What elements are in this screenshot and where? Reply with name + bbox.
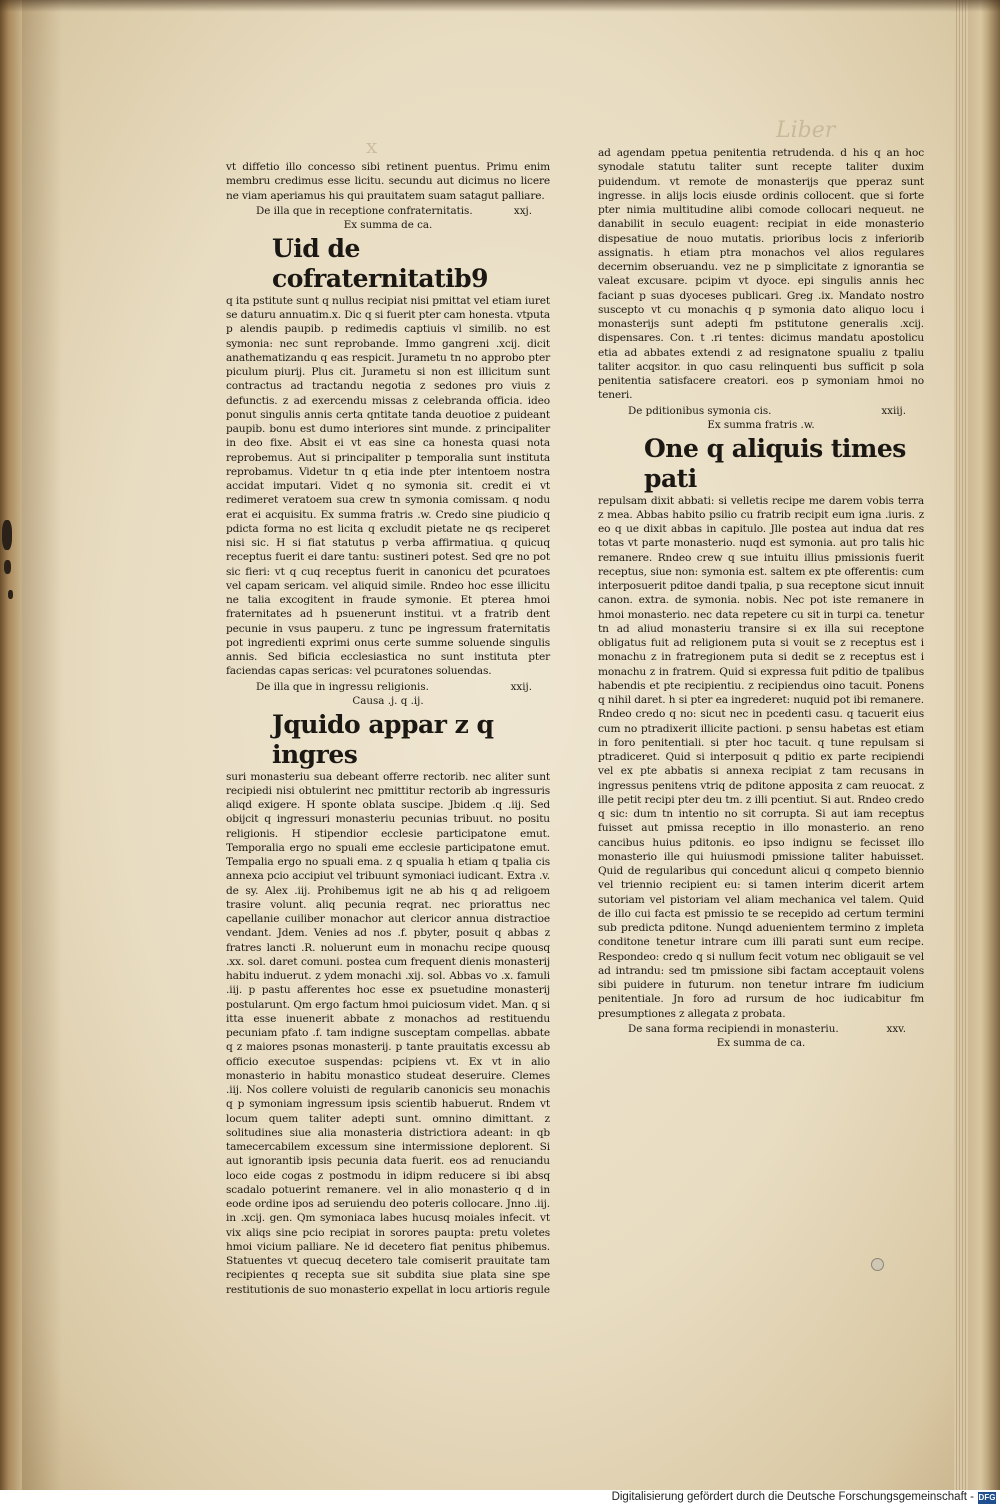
left-rubric-1-source: Ex summa de ca. — [343, 218, 433, 231]
right-section-title: One q aliquis times pati — [644, 433, 906, 493]
left-section-2-text: suri monasteriu sua debeant offerre rectorib. nec aliter sunt recipiedi nisi obtulerint nec pmittitur rectorib ab ingressuris aliqd exigere. H sponte oblata suscipe. Jbidem .q .iij. Sed obijcit q ingressuri monasteriu pecunias tribuut. no positu religionis. H stipendior ecclesie participatone emut. Temporalia ergo no spuali eme ecclesie participatone emut. Tempalia ergo no spuali ema. z q spualia h etiam q tpalia cis annexa pcio accipiut vel tribuunt symoniaci iudicant. Extra .v. de sy. Alex .iij. Prohibemus igit ne ab his q ad religoem trasire volunt. aliq pecunia reqrat. nec priorattus nec capellanie cuiliber monachor aut clericor annua distractioe vendant. Jdem. Venies ad nos .f. pbyter, posuit q abbas z fratres lancti .R. noluerunt eum in monachu recipe quousq .xx. sol. daret comuni. postea cum frequent dienis monasterij habitu induerut. z ydem monachi .xij. sol. Abbas vo .x. famuli .iij. p pastu afferentes hoc esse ex psuetudine monasterij postularunt. Qm ergo factum hmoi puiciosum videt. Man. q si itta esse inuenerit abbate z monachos ad restituendu pecuniam pfato .f. tam indigne susceptam compellas. abbate q z maiores psonas monasterij. p tante prauitatis excessu ab officio executoe suspendas: pcipiens vt. Ex vt in alio monasterio in habitu monastico studeat deseruire. Clemes .iij. Nos collere voluisti de regularib canonicis seu monachis q p symoniam ingressum ipsis scientib habuerut. Rndem vt locum quem taliter adepti sunt. omnino dimittant. z solitudines siue alia monasteria districtiora adeant: in qb tamecercabilem excessum sine intermissione deplorent. Si aut ignorantib ipsis pecunia data fuerit. eos ad renuciandu loco eide cogas z postmodu in idipm reducere si ibi absq scadalo potuerint remanere. vel in alio monasterio q d in eode ordine ipos ad seruiendu deo poteris collocare. Jnno .iij. in .xcij. gen. Qm symoniaca labes hucusq moiales infecit. vt vix aliqs sine pcio recipiat in sorores paupta: pretu voletes hmoi vicium palliare. Ne id decetero fiat penitus phibemus. Statuentes vt quecuq decetero tale comiserit prauitate tam recipientes q recepta sue sit subdita siue plata sine spe restitutionis de suo monasterio expellat in locu artioris regule — [226, 770, 550, 1296]
left-rubric-2 — [226, 680, 550, 694]
right-rubric-2-source: Ex summa de ca. — [716, 1036, 806, 1049]
top-shadow — [0, 0, 1000, 12]
left-section-1-title: Uid de cofraternitatib9 — [272, 233, 488, 293]
dfg-logo-icon: DFG — [978, 1493, 996, 1502]
right-section-text: repulsam dixit abbati: si velletis recipe me darem vobis terra z mea. Abbas habito psilio cu fratrib recipit eum igna .iuris. z eo q ue dixit abbas in capitulo. Jlle postea aut indua dat res totas vt parte monasterio. nuqd est symonia. aut pro talis hic remanere. Rndeo crew q sue intuitu illius pmissionis fuerit receptus, siue non: symonia est. saltem ex pte offerentis: cum interposuerit pditoe dandi tpalia, p sua receptone sicut innuit canon. extra. de symonia. nobis. Nec pot iste remanere in hmoi monasterio. nec data repetere cu sit in turpi ca. tenetur tn ad aliud monasteriu transire si ex illa sui receptone obligatus fuit ad religionem puta si vouit se z receptus est i monachu z in fratregionem puta si dedit se z receptus est i monachu z in fratrem. Quid si expressa fuit pditio de tpalibus habendis et pte recipientiu. z recipiendus oino tacuit. Ponens q nihil daret. h si pter ea ingrederet: nuquid pot ibi remanere. Rndeo credo q no: sicut nec in pcedenti casu. q tacuerit eius cum no ptradixerit illicite pactioni. p sensu habetas est etiam in foro penitentiali. si pter hoc tacuit. q tune repulsam si ptradiceret. Quid si interposuit q pditio ex parte recipiendi vel ex pte abbatis si annexa recipiat z tam recusans in ingressus penitens vtriq de pditone apposita z cam reuocat. z ille petit recipi pter deu tm. z illi pcentiut. Si aut. Rndeo credo q sic: dum tn intentio no sit corrupta. Si aut iam receptus fuisset aut pmissa receptio in illo monasterio. an reno cancibus huius pditonis. eo ipso indignu se fecisset illo monasterio ille qui huiusmodi pmissione taliter habuisset. Quid de regularibus qui concedunt alicui q competo biennio vel triennio recipient eu: si tamen interim dicerit artem sutoriam vel pistoriam vel aliam mechanica vel talem. Quid de illo cui facta est pmissio te se recepido ad certum termini sub predicta pditone. Nunqd aduenientem termino z impleta conditone tenetur intrare cum illi parati sunt eum recipe. Respondeo: credo q si nullum fecit votum nec obligauit se vel ad intrandu: sed tm pmissione sibi factam acceptauit volens sibi puidere in futurum. non tenetur intrare fm iudicium penitentiale. Jn foro ad rursum de hoc iudicabitur fm presumptiones z allegata z probata. — [598, 494, 924, 1020]
right-rubric-1 — [598, 404, 924, 418]
running-head: Liber — [776, 118, 836, 143]
left-rubric-1 — [226, 204, 550, 218]
left-rubric-1-number: xxj. — [513, 204, 532, 217]
page-mark: x — [366, 134, 378, 158]
binding-edge-left — [0, 0, 22, 1490]
left-section-2-title: Jquido appar z q ingres — [272, 709, 494, 769]
right-rubric-2-number: xxv. — [886, 1022, 906, 1035]
right-rubric-2-text: De sana forma recipiendi in monasteriu. — [628, 1022, 839, 1035]
left-rubric-2-text: De illa que in ingressu religionis. — [256, 680, 429, 693]
right-section — [598, 434, 924, 1021]
left-rubric-2-source: Causa .j. q .ij. — [352, 694, 424, 707]
left-section-1 — [226, 234, 550, 679]
right-opening-text: ad agendam ppetua penitentia retrudenda. d his q an hoc synodale statutu taliter sunt recepte taliter duxim puidendum. vt remote de monasterijs que pperaz sunt ingresse. in alijs locis eiusde ordinis collocent. que si forte pter nimia multitudine alibi comode collocari nequeut. ne danabilit in seculo euagent: recipiat in eide monasterio dispesatiue de nouo mutatis. prioribus locis z inferiorib assignatis. h etiam ptra monachos vel alios regulares decernim obseruandu. vez ne p simplicitate z ignorantia se valeat excusare. pcipim vt dyoce. epi singulis annis hec faciant p suas dyoceses publicari. Greg .ix. Mandato nostro suscepto vt cu monachis q p symonia dato aliquo locu i monasterijs sunt adepti fm pstitutone generalis .xcij. dispensares. Con. t .ri tentes: dicimus mandatu apostolicu etia ad abbates extendi z ad resignatone spualiu z tpaliu taliter acqsitor. in quo casu relinquenti bus sufficit p sola penitentia satisfacere creatori. eos p symoniam hmoi no teneri. — [598, 147, 924, 402]
left-rubric-1-text: De illa que in receptione confraternitatis. — [256, 204, 473, 217]
left-rubric-2-number: xxij. — [510, 680, 532, 693]
stamp-roundel — [871, 1258, 884, 1271]
left-section-1-text: q ita pstitute sunt q nullus recipiat nisi pmittat vel etiam iuret se daturu annuatim.x. Dic q si fuerit pter cam honesta. vtputa p alendis paupib. p redimedis captiuis vl similib. no est symonia: nec sunt reprobande. Immo gangreni .xcij. dicit anathematizandu q eas respicit. Jurametu tn no approbo pter piculum piurij. Plus cit. Jurametu si non est illicitum sunt contractus ad tractandu negotia z sedones pro viuis z defunctis. z ad exercendu missas z celebranda officia. ideo ponut singulis annis certa qntitate tanda deuotioe z puideant paupib. bonu est dumo interiores sint munde. z principaliter in deo fixe. Absit ei vt eas sine ca honesta quasi nota reprobemus. Aut si principaliter p temporalia sunt instituta reprobamus. Videtur tn q etia inde pter intentoem nostra accidat imputari. Videt q no symonia sit. credit ei vt redimeret veratoem sua crew tn symonia comissam. q nodu erat ei acquisitu. Ex summa fratris .w. Credo sine piudicio q pdicta forma no est licita q excludit pietate ne qs reciperet nisi sic. H si fiat statutus p verba affirmatiua. q quicuq receptus fuerit ei dare tantu: sustineri potest. Sed qre no pot sic fieri: vt q cuq receptus fuerit in canonicu det pcuratoes vel capam sericam. vel aliquid simile. Rndeo hoc esse illicitu ne talia excogitent in fraude symonie. Et pterea hmoi fraternitates ad h psuenerunt institui. vt a fratrib dent pecunie in vsus pauperu. z tunc pe ingressum fraternitatis pot ingredienti exprimi onus certe summe soluende singulis annis. Sed bificia ecclesiastica no sunt instituta pter faciendas capas sericas: vel pcuratones soluendas. — [226, 294, 550, 678]
ink-spot — [2, 520, 12, 550]
right-rubric-2 — [598, 1022, 924, 1036]
right-rubric-1-source: Ex summa fratris .w. — [707, 418, 815, 431]
gutter-shadow — [22, 0, 62, 1490]
page-stack-right — [954, 0, 968, 1490]
ink-spot — [4, 560, 11, 574]
right-rubric-1-number: xxiij. — [881, 404, 906, 417]
left-column — [226, 160, 550, 1297]
right-column — [598, 146, 924, 1052]
left-section-2 — [226, 710, 550, 1297]
digitization-footer — [0, 1490, 1000, 1508]
binding-edge-right — [968, 0, 1000, 1490]
right-rubric-1-text: De pditionibus symonia cis. — [628, 404, 772, 417]
left-opening-text: vt diffetio illo concesso sibi retinent puentus. Primu enim membru credimus esse licitu. secundu aut dicimus no licere ne viam aperiamus his qui prauitatem suam satagut palliare. — [226, 161, 550, 202]
footer-credit: Digitalisierung gefördert durch die Deutsche Forschungsgemeinschaft - — [611, 1491, 974, 1503]
ink-spot — [8, 590, 13, 599]
